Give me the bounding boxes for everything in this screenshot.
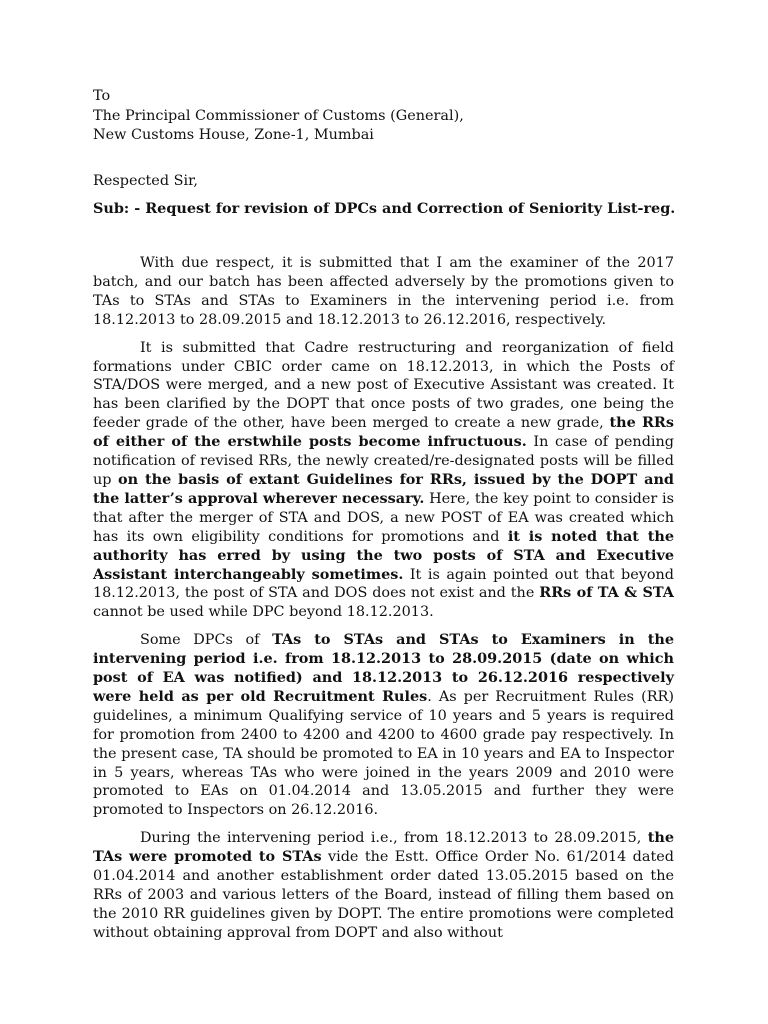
text-run: Here, the key point to consider is that after the merger of STA and DOS, a new POST of EA was created which has its own eligibility conditions for promotions and: [93, 490, 674, 545]
text-run: Some DPCs of: [140, 632, 273, 649]
bold-text-run: on the basis of extant Guidelines for RRs, issued by the DOPT and the latter’s approval wherever necessary.: [93, 470, 674, 507]
address-recipient: The Principal Commissioner of Customs (General),: [93, 107, 464, 124]
bold-text-run: RRs of TA & STA: [539, 584, 674, 602]
text-run: During the intervening period i.e., from 18.12.2013 to 28.09.2015,: [140, 830, 648, 847]
text-run: vide the Estt. Office Order No. 61/2014 dated 01.04.2014 and another establishment order dated 13.05.2015 based on the RRs of 2003 and various letters of the Board, instead of filling them based on the 2010 RR guidelines given by DOPT. The entire promotions were completed without obtaining approval from DOPT and also without: [93, 849, 674, 941]
text-run: In case of pending notification of revised RRs, the newly created/re-designated posts will be filled up: [93, 434, 674, 488]
bold-text-run: it is noted that the authority has erred by using the two posts of STA and Executive Assistant interchangeably sometimes.: [93, 527, 674, 583]
subject-line: Sub: - Request for revision of DPCs and Correction of Seniority List-reg.: [93, 200, 676, 217]
text-run: It is submitted that Cadre restructuring and reorganization of field formations under CBIC order came on 18.12.2013, in which the Posts of STA/DOS were merged, and a new post of Executive Assistant was created. It has been clarified by the DOPT that once posts of two grades, one being the feeder grade of the other, have been merged to create a new grade,: [93, 339, 674, 432]
address-location: New Customs House, Zone-1, Mumbai: [93, 127, 374, 143]
paragraph-3: [93, 631, 674, 820]
paragraph-2: [93, 339, 674, 623]
bold-text-run: the TAs were promoted to STAs: [93, 829, 674, 866]
text-run: . As per Recruitment Rules (RR) guidelines, a minimum Qualifying service of 10 years and 5 years is required for promotion from 2400 to 4200 and 4200 to 4600 grade pay respectively. In the present case, TA should be promoted to EA in 10 years and EA to Inspector in 5 years, whereas TAs who were joined in the years 2009 and 2010 were promoted to EAs on 01.04.2014 and 13.05.2015 and further they were promoted to Inspectors on 26.12.2016.: [93, 688, 674, 819]
paragraph-4: [93, 829, 674, 942]
salutation: Respected Sir,: [93, 173, 198, 189]
address-to: To: [93, 88, 111, 104]
text-run: cannot be used while DPC beyond 18.12.2013.: [93, 604, 434, 621]
paragraph-1: [93, 254, 674, 330]
bold-text-run: the RRs of either of the erstwhile posts become infructuous.: [93, 414, 674, 451]
letter-body: [93, 254, 674, 952]
bold-text-run: TAs to STAs and STAs to Examiners in the intervening period i.e. from 18.12.2013 to 28.09.2015 (date on which post of EA was notified) and 18.12.2013 to 26.12.2016 respectively were held as per old Recruitment Rules: [93, 631, 674, 705]
text-run: With due respect, it is submitted that I am the examiner of the 2017 batch, and our batch has been affected adversely by the promotions given to TAs to STAs and STAs to Examiners in the intervening period i.e. from 18.12.2013 to 28.09.2015 and 18.12.2013 to 26.12.2016, respectively.: [93, 255, 674, 328]
text-run: It is again pointed out that beyond 18.12.2013, the post of STA and DOS does not exist and the: [93, 566, 674, 602]
address-block: [93, 87, 464, 146]
